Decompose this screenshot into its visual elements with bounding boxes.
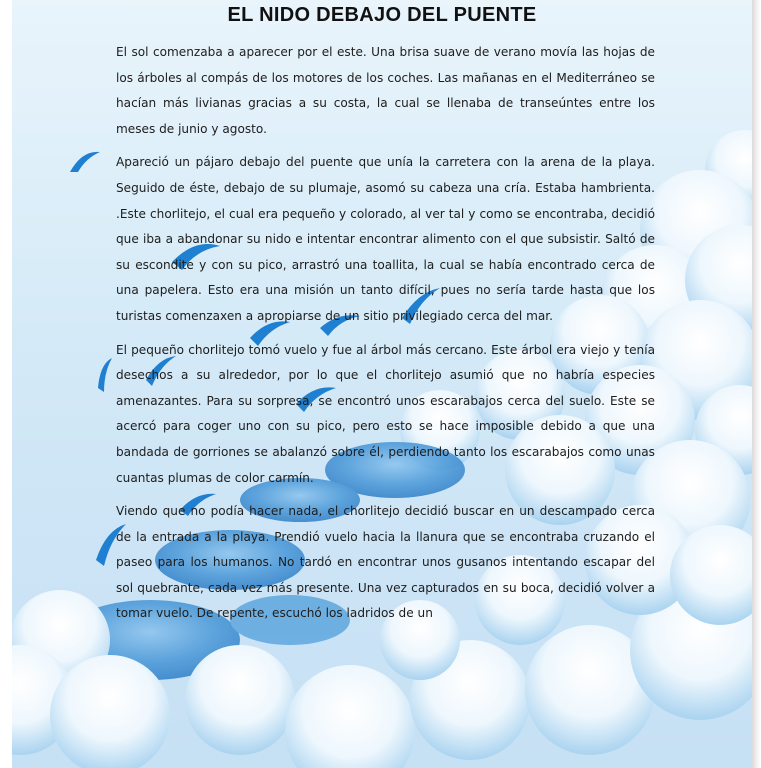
page-left-margin xyxy=(0,0,12,768)
document-title: EL NIDO DEBAJO DEL PUENTE xyxy=(227,4,537,26)
bird-icon xyxy=(70,152,100,172)
bird-icon xyxy=(98,358,112,392)
vertical-scrollbar-edge[interactable] xyxy=(752,0,761,768)
paragraph-3: El pequeño chorlitejo tomó vuelo y fue al árbol más cercano. Este árbol era viejo y tenía desechos a su alrededor, por lo que el chorlitejo asumió que no habría especies amenazantes. Para su sorpresa, se encontró unos escarabajos cerca del suelo. Este se acercó para coger uno con su pico, pero esto se hace imposible debido a que una bandada de gorriones se abalanzó sobre él, perdiendo tanto los escarabajos como unas cuantas plumas de color carmín. xyxy=(116,342,655,485)
paragraph-2: Apareció un pájaro debajo del puente que unía la carretera con la arena de la playa. Seguido de éste, debajo de su plumaje, asomó su cabeza una cría. Estaba hambrienta. .Este chorlitejo, el cual era pequeño y colorado, al ver tal y como se encontraba, decidió que iba a abandonar su nido e intentar encontrar alimento con el que subsistir. Saltó de su escondite y con su pico, arrastró una toallita, la cual se había encontrado cerca de una papelera. Esto era una misión un tanto difícil, pues no sería tarde hasta que los turistas comenzaxen a apropiarse de un sitio privilegiado cerca del mar. xyxy=(116,155,655,323)
paragraph-1: El sol comenzaba a aparecer por el este. Una brisa suave de verano movía las hojas de los árboles al compás de los motores de los coches. Las mañanas en el Mediterráneo se hacían más livianas gracias a su costa, la cual se llenaba de transeúntes entre los meses de junio y agosto. xyxy=(116,45,655,136)
document-body[interactable] xyxy=(116,40,655,635)
paragraph-4: Viendo que no podía hacer nada, el chorlitejo decidió buscar en un descampado cerca de la entrada a la playa. Prendió vuelo hacia la llanura que se encontraba cruzando el paseo para los humanos. No tardó en encontrar unos gusanos intentando escapar del sol quebrante, cada vez más presente. Una vez capturados en su boca, decidió volver a tomar vuelo. De repente, escuchó los ladridos de un xyxy=(116,504,655,621)
